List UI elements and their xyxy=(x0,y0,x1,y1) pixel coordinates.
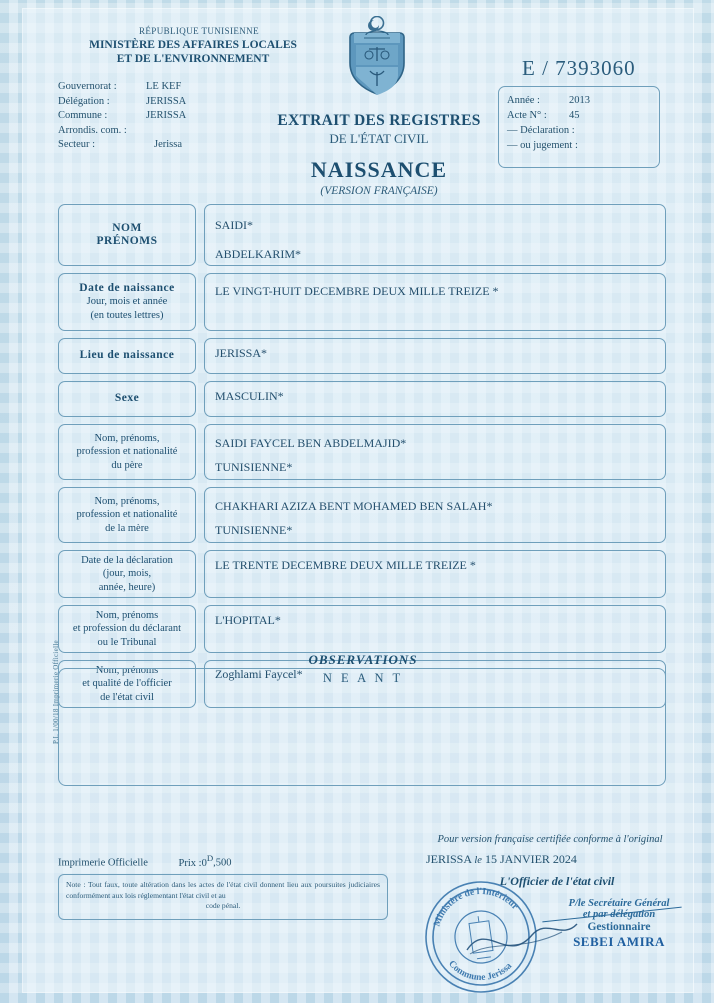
act-value: 45 xyxy=(569,110,580,121)
administrative-address xyxy=(58,80,186,153)
act-key: — Déclaration : xyxy=(507,125,575,136)
value-mother-nationality: TUNISIENNE* xyxy=(215,523,293,537)
label-father-3: du père xyxy=(111,459,143,471)
address-row xyxy=(58,95,186,110)
imprimerie-label: Imprimerie Officielle xyxy=(58,857,148,869)
label-father-1: Nom, prénoms, xyxy=(94,432,160,444)
address-row xyxy=(58,109,186,124)
address-row xyxy=(58,124,186,139)
table-row xyxy=(58,424,666,480)
table-row xyxy=(58,338,666,374)
label-date-sub1: Jour, mois et année xyxy=(86,296,168,308)
label-officer-3: de l'état civil xyxy=(100,691,154,703)
address-label: Commune : xyxy=(58,110,108,121)
legal-note-text: Note : Tout faux, toute altération dans les actes de l'état civil donnent lieu aux poursuites judiciaires conformément aux lois réglementant l'état civil et au xyxy=(66,880,380,900)
label-decl-2: (jour, mois, xyxy=(102,568,152,580)
address-value: Jerissa xyxy=(154,139,182,150)
label-declarant-2: et profession du déclarant xyxy=(72,623,182,635)
republic-line: RÉPUBLIQUE TUNISIENNE xyxy=(139,26,259,36)
table-row xyxy=(58,605,666,653)
act-key: Acte N° : xyxy=(507,110,547,121)
label-mother-3: de la mère xyxy=(105,522,149,534)
act-value: 2013 xyxy=(569,95,590,106)
field-label-mother xyxy=(58,487,196,543)
observations-title: OBSERVATIONS xyxy=(308,652,418,667)
serial-number: E / 7393060 xyxy=(522,56,636,80)
field-value-father xyxy=(204,424,666,480)
signature-block xyxy=(534,898,704,950)
field-value-mother xyxy=(204,487,666,543)
label-decl-1: Date de la déclaration xyxy=(81,554,173,566)
address-value: JERISSA xyxy=(146,95,187,107)
price-decimals: ,500 xyxy=(213,857,232,869)
field-label-sex xyxy=(58,381,196,417)
address-label: Délégation : xyxy=(58,95,110,107)
label-lieu-naissance: Lieu de naissance xyxy=(79,349,175,362)
value-date-naissance: LE VINGT-HUIT DECEMBRE DEUX MILLE TREIZE * xyxy=(215,284,499,298)
table-row xyxy=(58,273,666,331)
certification-date: 15 JANVIER 2024 xyxy=(484,852,577,866)
value-father-nationality: TUNISIENNE* xyxy=(215,460,293,474)
certification-city: JERISSA xyxy=(426,852,472,866)
officer-title: L'Officier de l'état civil xyxy=(499,874,615,888)
price-currency: D xyxy=(206,853,214,863)
value-mother-name: CHAKHARI AZIZA BENT MOHAMED BEN SALAH* xyxy=(215,499,493,513)
table-row xyxy=(58,550,666,598)
field-label-birthplace xyxy=(58,338,196,374)
legal-note-end: code pénal. xyxy=(205,901,241,910)
field-label-birthdate xyxy=(58,273,196,331)
label-father-2: profession et nationalité xyxy=(76,446,178,458)
value-declaration-date: LE TRENTE DECEMBRE DEUX MILLE TREIZE * xyxy=(215,558,476,572)
ministry-line-1: MINISTÈRE DES AFFAIRES LOCALES xyxy=(89,39,297,51)
signature-line-3: Gestionnaire xyxy=(587,921,651,933)
label-nom: NOM xyxy=(112,221,142,234)
label-date-sub2: (en toutes lettres) xyxy=(90,309,164,321)
field-label-name xyxy=(58,204,196,266)
ministry-line-2: ET DE L'ENVIRONNEMENT xyxy=(116,53,270,65)
label-mother-1: Nom, prénoms, xyxy=(94,495,160,507)
label-decl-3: année, heure) xyxy=(98,581,156,593)
label-mother-2: profession et nationalité xyxy=(76,509,178,521)
value-sexe: MASCULIN* xyxy=(215,389,284,403)
ministry-name xyxy=(58,38,328,66)
field-label-declaration-date xyxy=(58,550,196,598)
certificate-sheet xyxy=(22,8,694,993)
label-declarant-3: ou le Tribunal xyxy=(97,636,157,648)
label-sexe: Sexe xyxy=(114,392,140,405)
address-row xyxy=(58,80,186,95)
signature-line-2: et par délégation xyxy=(582,909,656,920)
label-officer-2: et qualité de l'officier xyxy=(82,678,172,690)
act-key: Année : xyxy=(507,95,540,106)
title-etat-civil: DE L'ÉTAT CIVIL xyxy=(329,131,429,146)
address-value: LE KEF xyxy=(146,81,182,92)
value-prenoms: ABDELKARIM* xyxy=(215,247,301,261)
signature-name: SEBEI AMIRA xyxy=(573,934,665,949)
value-declarant: L'HOPITAL* xyxy=(215,613,281,627)
field-value-declaration-date xyxy=(204,550,666,598)
certification-le: le xyxy=(474,855,482,866)
field-value-declarant xyxy=(204,605,666,653)
print-office-line xyxy=(58,853,232,869)
address-row xyxy=(58,138,186,153)
stamp-bottom-text: Commune Jerissa xyxy=(446,958,515,984)
label-prenoms: PRÉNOMS xyxy=(96,235,158,247)
document-title-block xyxy=(234,112,524,197)
label-declarant-1: Nom, prénoms xyxy=(95,609,159,621)
value-officer: Zoghlami Faycel* xyxy=(215,667,303,681)
label-officer-1: Nom, prénoms xyxy=(95,664,159,676)
field-value-sex xyxy=(204,381,666,417)
act-row xyxy=(507,108,651,123)
address-label: Gouvernorat : xyxy=(58,81,117,92)
national-emblem-icon xyxy=(344,16,410,94)
act-row xyxy=(507,138,651,153)
field-label-declarant xyxy=(58,605,196,653)
value-lieu-naissance: JERISSA* xyxy=(215,346,268,360)
table-row xyxy=(58,487,666,543)
stamp-top-text: Ministère de l'Intérieur xyxy=(432,886,520,928)
address-value: JERISSA xyxy=(146,110,187,121)
title-naissance: NAISSANCE xyxy=(310,157,448,182)
label-date-naissance: Date de naissance xyxy=(79,281,175,294)
table-row xyxy=(58,381,666,417)
price-label: Prix :0 xyxy=(178,857,207,869)
value-nom: SAIDI* xyxy=(215,218,253,232)
value-father-name: SAIDI FAYCEL BEN ABDELMAJID* xyxy=(215,436,407,450)
table-row xyxy=(58,204,666,266)
certification-note: Pour version française certifiée conforme à l'original xyxy=(437,834,663,845)
field-value-birthdate xyxy=(204,273,666,331)
observations-content: N E A N T xyxy=(322,671,404,685)
legal-note-box xyxy=(58,874,388,920)
act-row xyxy=(507,123,651,138)
title-extract: EXTRAIT DES REGISTRES xyxy=(277,112,481,129)
document-header xyxy=(22,8,694,198)
act-key: — ou jugement : xyxy=(507,140,578,151)
act-row xyxy=(507,93,651,108)
side-print-code: P.I. 1/00/18 Imprimerie Officielle xyxy=(52,640,60,744)
field-value-name xyxy=(204,204,666,266)
signature-line-1: P/le Secrétaire Général xyxy=(568,898,670,909)
field-label-father xyxy=(58,424,196,480)
title-version: (VERSION FRANÇAISE) xyxy=(320,185,438,197)
address-label: Arrondis. com. : xyxy=(58,124,127,136)
fields-table xyxy=(58,204,666,715)
field-value-birthplace xyxy=(204,338,666,374)
certification-place-date xyxy=(426,852,676,867)
address-label: Secteur : xyxy=(58,139,96,150)
observations-box xyxy=(58,652,666,786)
